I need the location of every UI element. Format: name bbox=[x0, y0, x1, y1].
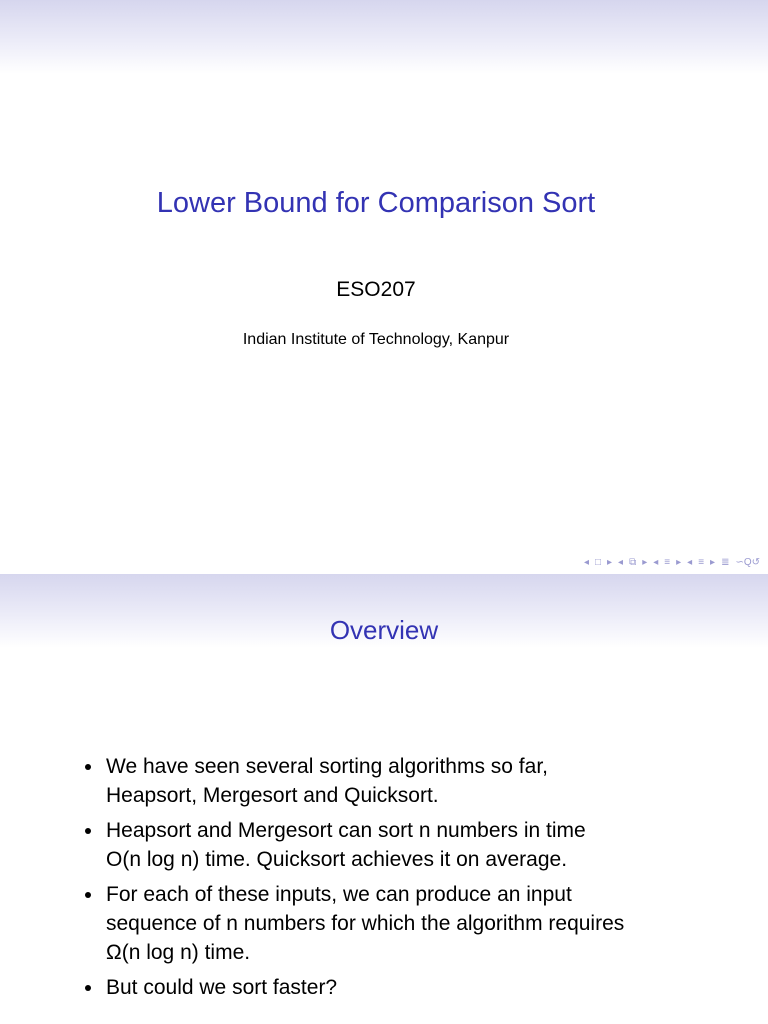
nav-section-icon[interactable]: ⧉ bbox=[629, 557, 637, 568]
bullet-item bbox=[82, 816, 722, 874]
nav-next-arrow-icon[interactable]: ▸ bbox=[607, 557, 613, 568]
beamer-navigation-bar bbox=[584, 556, 760, 570]
bullet-line: But could we sort faster? bbox=[106, 976, 338, 999]
slide-headband bbox=[0, 0, 768, 74]
bullet-dot-icon bbox=[85, 764, 91, 770]
nav-subsection-prev-icon[interactable]: ◂ bbox=[653, 557, 659, 568]
nav-prev-arrow-icon[interactable]: ◂ bbox=[583, 557, 589, 568]
bullet-dot-icon bbox=[85, 892, 91, 898]
bullet-item bbox=[82, 752, 722, 810]
bullet-line: We have seen several sorting algorithms so far, bbox=[106, 755, 548, 778]
nav-section-prev-icon[interactable]: ◂ bbox=[618, 557, 624, 568]
nav-subsubsection-icon[interactable]: ≡ bbox=[698, 557, 705, 568]
institute: Indian Institute of Technology, Kanpur bbox=[242, 331, 510, 348]
nav-section-next-icon[interactable]: ▸ bbox=[642, 557, 648, 568]
bullet-line: Heapsort and Mergesort can sort n numbers in time bbox=[106, 819, 586, 842]
nav-align-icon[interactable]: ≣ bbox=[721, 557, 730, 568]
bullet-item bbox=[82, 880, 722, 967]
bullet-line: For each of these inputs, we can produce an input bbox=[106, 883, 572, 906]
bullet-line: sequence of n numbers for which the algorithm requires bbox=[106, 912, 625, 935]
author: ESO207 bbox=[336, 278, 416, 301]
bullet-dot-icon bbox=[85, 985, 91, 991]
bullet-line: Ω(n log n) time. bbox=[106, 941, 251, 964]
bullet-line: Heapsort, Mergesort and Quicksort. bbox=[106, 784, 439, 807]
nav-subsection-next-icon[interactable]: ▸ bbox=[676, 557, 682, 568]
nav-subsection-icon[interactable]: ≡ bbox=[664, 557, 671, 568]
nav-subsubsection-next-icon[interactable]: ▸ bbox=[710, 557, 716, 568]
bullet-dot-icon bbox=[85, 828, 91, 834]
frame-title: Overview bbox=[329, 615, 439, 645]
bullet-item bbox=[82, 973, 722, 1002]
nav-subsubsection-prev-icon[interactable]: ◂ bbox=[687, 557, 693, 568]
bullet-line: O(n log n) time. Quicksort achieves it on average. bbox=[106, 848, 568, 871]
bullet-list bbox=[82, 752, 722, 1008]
presentation-title: Lower Bound for Comparison Sort bbox=[156, 187, 596, 219]
overview-slide bbox=[0, 574, 768, 1024]
nav-search-loop-icon[interactable]: ∽Q↺ bbox=[735, 557, 760, 568]
nav-frame-box-icon[interactable]: □ bbox=[594, 557, 602, 568]
